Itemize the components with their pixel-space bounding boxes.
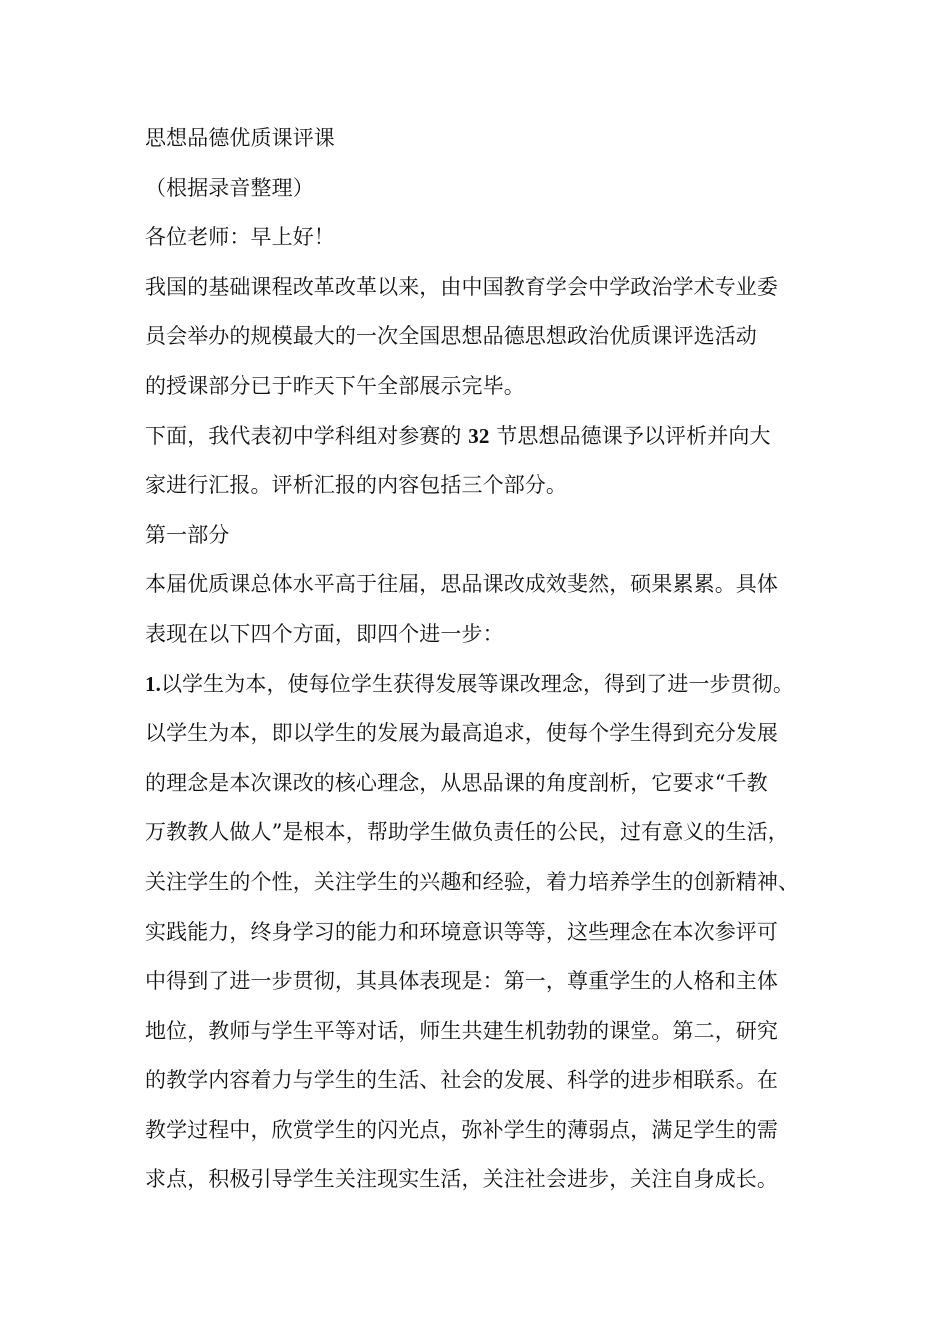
paragraph-line: 教学过程中，欣赏学生的闪光点，弥补学生的薄弱点，满足学生的需: [145, 1117, 778, 1142]
paragraph-line: 中得到了进一步贯彻，其具体表现是：第一，尊重学生的人格和主体: [145, 969, 778, 994]
paragraph-line: 家进行汇报。评析汇报的内容包括三个部分。: [145, 473, 567, 498]
paragraph-line: 实践能力，终身学习的能力和环境意识等等，这些理念在本次参评可: [145, 919, 778, 944]
paragraph-line: 本届优质课总体水平高于往届，思品课改成效斐然，硕果累累。具体: [145, 572, 778, 597]
paragraph-line: 的教学内容着力与学生的生活、社会的发展、科学的进步相联系。在: [145, 1068, 778, 1093]
paragraph-line: 表现在以下四个方面，即四个进一步：: [145, 621, 504, 646]
paragraph-line: 万教教人做人”是根本，帮助学生做负责任的公民，过有意义的生活，: [145, 820, 789, 845]
text-span: 下面，我代表初中学科组对参赛的: [145, 423, 469, 448]
point-text: 以学生为本，使每位学生获得发展等课改理念，得到了进一步贯彻。: [160, 671, 794, 696]
paragraph-line: 员会举办的规模最大的一次全国思想品德思想政治优质课评选活动: [145, 324, 757, 349]
paragraph-line: 我国的基础课程改革改革以来，由中国教育学会中学政治学术专业委: [145, 274, 778, 299]
paragraph-intro: [145, 263, 810, 412]
paragraph-line: 的理念是本次课改的核心理念，从思品课的角度剖析，它要求“千教: [145, 770, 768, 795]
paragraph-line: 以学生为本，即以学生的发展为最高追求，使每个学生得到充分发展: [145, 721, 778, 746]
paragraph-line: 地位，教师与学生平等对话，师生共建生机勃勃的课堂。第二，研究: [145, 1018, 778, 1043]
greeting: 各位老师：早上好！: [145, 225, 335, 250]
lesson-count: 32: [468, 423, 490, 448]
point-number: 1.: [145, 671, 161, 696]
section-heading: 第一部分: [145, 522, 230, 547]
text-span: 节思想品德课予以评析并向大: [489, 423, 771, 448]
paragraph-line: 关注学生的个性，关注学生的兴趣和经验，着力培养学生的创新精神、: [145, 869, 800, 894]
paragraph-report: [145, 412, 810, 511]
paragraph-line: [145, 412, 810, 462]
paragraph-line: 的授课部分已于昨天下午全部展示完毕。: [145, 373, 525, 398]
document-subtitle: （根据录音整理）: [145, 175, 314, 200]
paragraph-line: 求点，积极引导学生关注现实生活，关注社会进步，关注自身成长。: [145, 1167, 778, 1192]
point-heading: [145, 660, 810, 710]
paragraph-summary: [145, 560, 810, 659]
document-title: 思想品德优质课评课: [145, 126, 335, 150]
paragraph-detail: [145, 709, 810, 1205]
document-body: [145, 114, 810, 1205]
